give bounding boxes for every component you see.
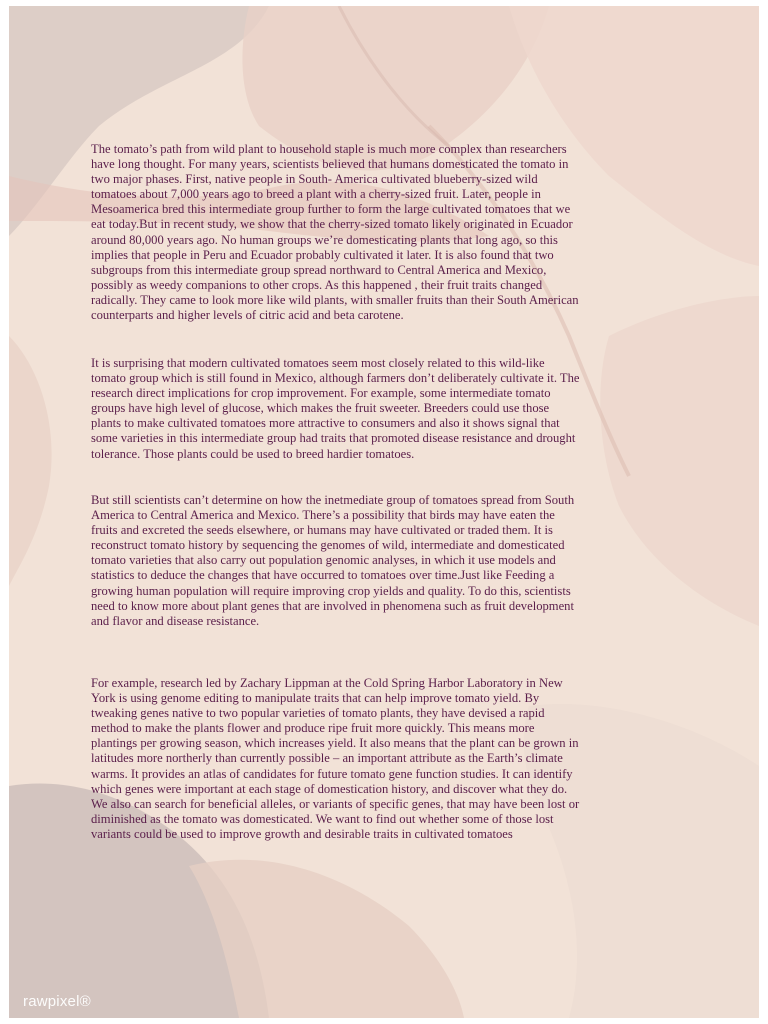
paragraph-line: tweaking genes native to two popular varieties of tomato plants, they have devised a rapid [91,706,545,721]
paragraph-3 [91,493,691,629]
paragraph-line: some varieties in this intermediate group had traits that promoted disease resistance and drought [91,431,576,446]
paragraph-line: and flavor and disease resistance. [91,613,260,628]
paragraph-line: latitudes more northerly than currently possible – an important attribute as the Earth’s climate [91,751,563,766]
paragraph-line: reconstruct tomato history by sequencing the genomes of wild, intermediate and domesticated [91,538,565,553]
paragraph-line: implies that people in Peru and Ecuador probably cultivated it later. It is also found that two [91,247,554,262]
paragraph-line: counterparts and higher levels of citric acid and beta carotene. [91,308,404,323]
paragraph-line: We also can search for beneficial alleles, or variants of specific genes, that may have been lost or [91,796,580,811]
paragraph-4 [91,676,691,842]
paragraph-line: For example, research led by Zachary Lippman at the Cold Spring Harbor Laboratory in New [91,676,563,690]
paragraph-line: tolerance. Those plants could be used to breed hardier tomatoes. [91,446,415,461]
paragraph-2 [91,356,691,462]
paragraph-line: statistics to deduce the changes that have occurred to tomatoes over time.Just like Feeding a [91,568,555,583]
paragraph-line: diminished as the tomato was domesticated. We want to find out whether some of those lost [91,811,554,826]
paragraph-line: fruits and excreted the seeds elsewhere, or humans may have cultivated or traded them. It is [91,523,553,538]
paragraph-line: growing human population will require improving crop yields and quality. To do this, scientists [91,583,571,598]
paragraph-line: around 80,000 years ago. No human groups we’re domesticating plants that long ago, so this [91,232,558,247]
rawpixel-watermark: rawpixel® [23,993,91,1010]
paragraph-line: need to know more about plant genes that are involved in phenomena such as fruit development [91,598,574,613]
paragraph-line: plants to make cultivated tomatoes more attractive to consumers and also it shows signal that [91,416,560,431]
paragraph-line: subgroups from this intermediate group spread northward to Central America and Mexico, [91,262,547,277]
paragraph-line: possibly as weedy companions to other crops. As this happened , their fruit traits changed [91,277,543,292]
paragraph-1 [91,142,691,323]
paragraph-line: method to make the plants flower and produce ripe fruit more quickly. This means more [91,721,535,736]
paragraph-line: which genes were important at each stage of domestication history, and discover what they do. [91,781,568,796]
paragraph-line: tomato varieties that also carry out population genomic analyses, in which it use models and [91,553,556,568]
paragraph-line: research direct implications for crop improvement. For example, some intermediate tomato [91,386,551,401]
paragraph-line: variants could be used to improve growth and desirable traits in cultivated tomatoes [91,826,513,841]
paragraph-line: tomatoes about 7,000 years ago to breed a plant with a cherry-sized fruit. Later, people in [91,187,541,202]
paragraph-line: radically. They came to look more like wild plants, with smaller fruits than their South American [91,292,579,307]
paragraph-line: America to Central America and Mexico. There’s a possibility that birds may have eaten the [91,508,555,523]
paragraph-line: warms. It provides an atlas of candidates for future tomato gene function studies. It can identify [91,766,573,781]
paragraph-line: The tomato’s path from wild plant to household staple is much more complex than researchers [91,142,567,156]
paragraph-line: plantings per growing season, which increases yield. It also means that the plant can be grown in [91,736,579,751]
paragraph-line: But still scientists can’t determine on how the inetmediate group of tomatoes spread from South [91,493,575,507]
paragraph-line: groups have high level of glucose, which makes the fruit sweeter. Breeders could use those [91,401,550,416]
paragraph-line: two major phases. First, native people in South- America cultivated blueberry-sized wild [91,172,538,187]
paragraph-line: York is using genome editing to manipulate traits that can help improve tomato yield. By [91,691,540,706]
paragraph-line: have long thought. For many years, scientists believed that humans domesticated the tomato in [91,157,569,172]
watercolor-background [9,6,759,1018]
paragraph-line: It is surprising that modern cultivated tomatoes seem most closely related to this wild-like [91,356,545,370]
paragraph-line: eat today.But in recent study, we show that the cherry-sized tomato likely originated in Ecuador [91,217,573,232]
paragraph-line: Mesoamerica bred this intermediate group further to form the large cultivated tomatoes that we [91,202,571,217]
paragraph-line: tomato group which is still found in Mexico, although farmers don’t deliberately cultivate it. The [91,371,580,386]
